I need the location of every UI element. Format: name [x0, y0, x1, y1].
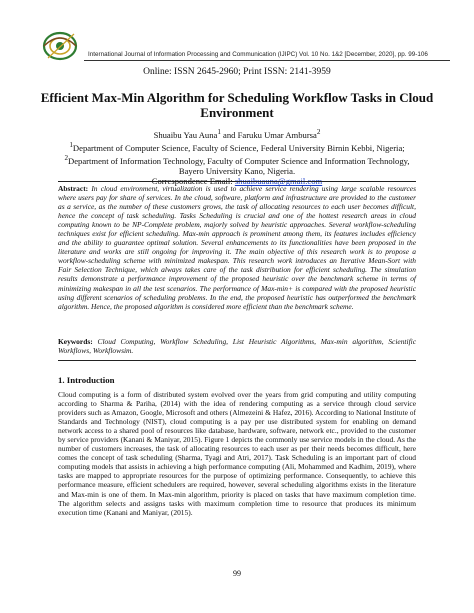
author-separator: and Faruku Umar Ambursa [220, 129, 317, 140]
aff2-text: Department of Information Technology, Faculty of Computer Science and Information Technology, [68, 155, 410, 166]
journal-logo-icon [40, 28, 90, 68]
intro-paragraph: Cloud computing is a form of distributed system evolved over the years from grid computing and utility computing according to Sharma & Pariha, (2014) with the idea of rendering computing as a service through cloud service providers such as Amazon, Google, Microsoft and others (Almezeini & Hafez, 2016). According to National Institute of Standards and Technology (NIST), cloud computing is a pay per use distributed system for enabling on demand network access to a shared pool of resources like database, hardware, software, network etc., provided to the customer by service providers (Kanani & Maniyar, 2015). Figure 1 depicts the commonly use service models in the cloud. As the number of customers increases, the task of allocating resources to each user as per their needs becomes difficult, here comes the concept of task scheduling (Sharma, Tyagi and Atri, 2017). Task Scheduling is an important part of cloud computing models that assists in achieving a high performance computing (Ali, Mohammed and Kadhim, 2019), where tasks are mapped to appropriate resources for the purpose of optimizing performance. Consequently, to achieve this performance measure, efficient schedulers are required, however, several scheduling algorithms exists in the literature and Max-min is one of them. In Max-min algorithm, priority is placed on tasks that have maximum completion time. The algorithm selects and assigns tasks with maximum completion time to resource that produces its minimum execution time (Kanani and Maniyar, (2015). [58, 390, 416, 517]
author-names [40, 127, 434, 140]
abstract-top-rule [58, 181, 416, 182]
journal-citation-line: International Journal of Information Processing and Communication (IJIPC) Vol. 10 No. 1&2 [December, 2020], pp. 99-106 [88, 51, 428, 58]
keywords [58, 337, 416, 355]
header-rule [84, 60, 450, 61]
abstract-label: Abstract: [58, 184, 89, 193]
abstract [58, 184, 416, 311]
author-1: Shuaibu Yau Auna [153, 129, 218, 140]
correspondence-label: Correspondence Email: [151, 176, 235, 187]
author-2-sup: 2 [316, 128, 321, 136]
keywords-label: Keywords: [58, 337, 93, 346]
author-1-sup: 1 [217, 128, 221, 136]
author-block [40, 127, 434, 187]
issn-line: Online: ISSN 2645-2960; Print ISSN: 2141-3959 [143, 67, 331, 77]
affiliation-2-line2: Bayero University Kano, Nigeria. [178, 166, 296, 177]
paper-title: Efficient Max-Min Algorithm for Scheduling Workflow Tasks in Cloud Environment [40, 90, 434, 120]
abstract-text: In cloud environment, virtualization is used to achieve service rendering using large scalable resources where users pay for share of services. In the cloud, software, platform and infrastructure are provided to the customer as a service, as the number of these customers grows, the task of allocating resources to each user becomes difficult, hence the concept of task scheduling. Tasks Scheduling is crucial and one of the hottest research areas in cloud computing known to be NP-Complete problem, majorly solved by heuristic approaches. Several workflow-scheduling techniques exist for efficient scheduling. Max-min approach is prominent among them, its features includes efficiency and the ability to guarantee optimal solution. Several enhancements to its functionalities have been proposed in the literature and works are still ongoing for improving it. The main objective of this research work is to propose a workflow-scheduling scheme with minimized makespan. This research work introduces an Iterative Mean-Sort with Fair Selection Technique, which always takes care of the task distribution for efficient scheduling. The simulation results demonstrate a performance improvement of the proposed heuristic over the benchmark scheme in terms of minimizing makespan in all the test scenarios. The performance of Max-min+ is compared with the proposed heuristic using different scenarios of scheduling problems. In the end, the proposed heuristic has outperformed the benchmark algorithm. Hence, the proposed algorithm is considered more efficient than the benchmark scheme. [58, 184, 416, 311]
aff2-sup: 2 [64, 154, 69, 163]
aff1-text: Department of Computer Science, Faculty of Science, Federal University Birnin Kebbi, Nigeria; [72, 142, 405, 153]
journal-header [40, 28, 450, 68]
section-heading: 1. Introduction [58, 375, 115, 385]
correspondence-email-link[interactable]: shuaibuauna@gmail.com [234, 176, 323, 187]
affiliation-2 [40, 153, 434, 166]
aff1-sup: 1 [69, 141, 73, 150]
affiliation-1 [40, 140, 434, 153]
abstract-bottom-rule [58, 360, 416, 361]
page-number: 99 [233, 569, 241, 578]
keywords-text: Cloud Computing, Workflow Scheduling, List Heuristic Algorithms, Max-min algorithm, Scientific Workflows, Workflowsim. [58, 337, 416, 356]
